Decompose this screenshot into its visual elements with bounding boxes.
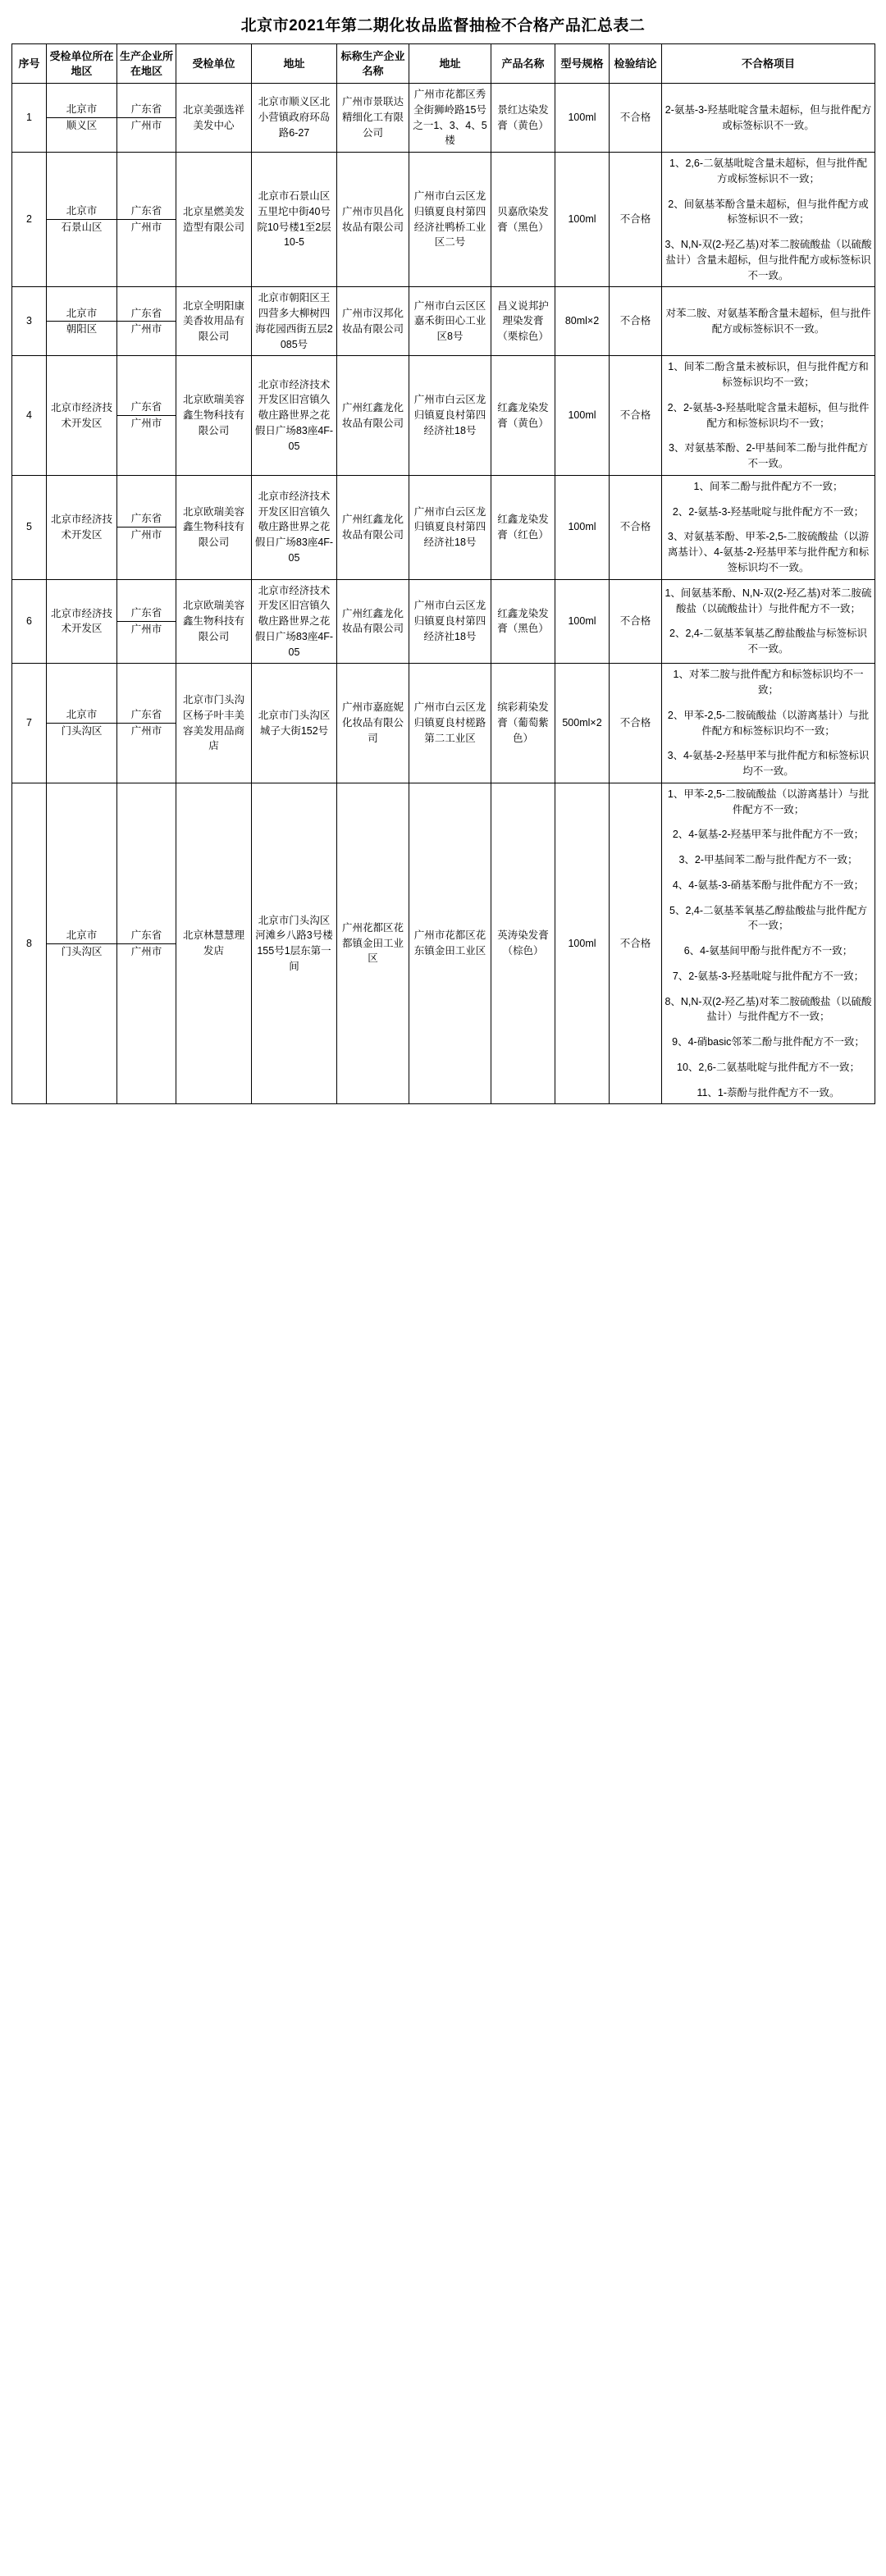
cell-inspect-region-top: 北京市 bbox=[47, 306, 116, 322]
fail-item: 1、间苯二酚与批件配方不一致； bbox=[693, 480, 843, 492]
cell-mark-enterprise: 广州市嘉庭妮化妆品有限公司 bbox=[337, 664, 409, 783]
cell-mark-address: 广州市白云区龙归镇夏良村第四经济社18号 bbox=[409, 579, 491, 664]
col-inspect-region: 受检单位所在地区 bbox=[47, 44, 117, 84]
fail-item: 2、2-氨基-3-羟基吡啶含量未超标，但与批件配方和标签标识均不一致； bbox=[667, 401, 870, 429]
fail-item: 2-氨基-3-羟基吡啶含量未超标，但与批件配方或标签标识不一致。 bbox=[664, 103, 872, 131]
fail-item: 2、2-氨基-3-羟基吡啶与批件配方不一致； bbox=[672, 505, 865, 518]
fail-item: 对苯二胺、对氨基苯酚含量未超标，但与批件配方或标签标识不一致。 bbox=[665, 308, 871, 335]
cell-address: 北京市朝阳区王四营多大柳树四海花园西街五层2085号 bbox=[252, 287, 337, 356]
cell-produce-region bbox=[117, 579, 176, 664]
cell-inspect-region-bottom: 门头沟区 bbox=[61, 725, 103, 738]
fail-item: 3、2-甲基间苯二酚与批件配方不一致； bbox=[678, 854, 858, 866]
cell-no: 2 bbox=[12, 153, 47, 287]
cell-spec: 100ml bbox=[555, 783, 610, 1104]
cell-produce-region-top: 广东省 bbox=[117, 605, 176, 622]
fail-item: 2、2,4-二氨基苯氧基乙醇盐酸盐与标签标识不一致。 bbox=[669, 628, 867, 655]
fail-item: 3、对氨基苯酚、2-甲基间苯二酚与批件配方不一致。 bbox=[668, 442, 869, 470]
cell-fail-items bbox=[662, 356, 875, 476]
cell-inspect-region-bottom: 朝阳区 bbox=[66, 323, 98, 336]
cell-produce-region bbox=[117, 287, 176, 356]
cell-conclusion: 不合格 bbox=[610, 84, 662, 153]
cell-product-name: 红鑫龙染发膏（黑色） bbox=[491, 579, 555, 664]
cell-inspect-region bbox=[47, 153, 117, 287]
cell-produce-region-top: 广东省 bbox=[117, 400, 176, 416]
cell-conclusion: 不合格 bbox=[610, 356, 662, 476]
cell-produce-region-bottom: 广州市 bbox=[130, 418, 162, 430]
fail-item: 3、4-氨基-2-羟基甲苯与批件配方和标签标识均不一致。 bbox=[667, 750, 870, 778]
cell-mark-enterprise: 广州红鑫龙化妆品有限公司 bbox=[337, 356, 409, 476]
cell-product-name: 缤彩莉染发膏（葡萄紫色） bbox=[491, 664, 555, 783]
cell-produce-region bbox=[117, 475, 176, 579]
table-body bbox=[12, 84, 875, 1104]
col-fail-items: 不合格项目 bbox=[662, 44, 875, 84]
cell-produce-region-bottom: 广州市 bbox=[130, 725, 162, 738]
cell-produce-region bbox=[117, 356, 176, 476]
cell-product-name: 昌义说邦护理染发膏（栗棕色） bbox=[491, 287, 555, 356]
cell-inspect-unit: 北京全明阳康美香妆用品有限公司 bbox=[176, 287, 252, 356]
cell-product-name: 红鑫龙染发膏（红色） bbox=[491, 475, 555, 579]
col-conclusion: 检验结论 bbox=[610, 44, 662, 84]
fail-item: 5、2,4-二氨基苯氧基乙醇盐酸盐与批件配方不一致； bbox=[669, 904, 867, 932]
cell-produce-region-bottom: 广州市 bbox=[130, 529, 162, 541]
cell-no: 4 bbox=[12, 356, 47, 476]
table-header-row bbox=[12, 44, 875, 84]
cell-produce-region-bottom: 广州市 bbox=[130, 945, 162, 957]
col-inspect-unit: 受检单位 bbox=[176, 44, 252, 84]
cell-mark-enterprise: 广州花都区花都镇金田工业区 bbox=[337, 783, 409, 1104]
table-row bbox=[12, 356, 875, 476]
cell-spec: 100ml bbox=[555, 84, 610, 153]
cell-produce-region bbox=[117, 783, 176, 1104]
cell-mark-address: 广州市白云区区嘉禾街田心工业区8号 bbox=[409, 287, 491, 356]
cell-produce-region bbox=[117, 84, 176, 153]
cell-inspect-unit: 北京美强选祥美发中心 bbox=[176, 84, 252, 153]
cell-address: 北京市顺义区北小营镇政府环岛路6-27 bbox=[252, 84, 337, 153]
col-product-name: 产品名称 bbox=[491, 44, 555, 84]
col-spec: 型号规格 bbox=[555, 44, 610, 84]
table-row bbox=[12, 579, 875, 664]
cell-inspect-unit: 北京欧瑞美容鑫生物科技有限公司 bbox=[176, 356, 252, 476]
cell-spec: 100ml bbox=[555, 579, 610, 664]
col-no: 序号 bbox=[12, 44, 47, 84]
fail-item: 6、4-氨基间甲酚与批件配方不一致； bbox=[683, 945, 853, 957]
cell-mark-enterprise: 广州市汉邦化妆品有限公司 bbox=[337, 287, 409, 356]
cell-spec: 100ml bbox=[555, 475, 610, 579]
document-page bbox=[0, 0, 886, 1121]
cell-fail-items bbox=[662, 664, 875, 783]
fail-item: 1、间苯二酚含量未被标识，但与批件配方和标签标识均不一致； bbox=[668, 361, 869, 389]
cell-produce-region-bottom: 广州市 bbox=[130, 120, 162, 132]
cell-inspect-region-top: 北京市 bbox=[47, 102, 116, 118]
cell-mark-address: 广州市白云区龙归镇夏良村第四经济社18号 bbox=[409, 475, 491, 579]
fail-item: 3、对氨基苯酚、甲苯-2,5-二胺硫酸盐（以游离基计）、4-氨基-2-羟基甲苯与批件配方和标签标识均不一致。 bbox=[667, 531, 870, 573]
cell-fail-items bbox=[662, 153, 875, 287]
cell-inspect-region bbox=[47, 287, 117, 356]
cell-conclusion: 不合格 bbox=[610, 579, 662, 664]
cell-conclusion: 不合格 bbox=[610, 783, 662, 1104]
cell-inspect-unit: 北京欧瑞美容鑫生物科技有限公司 bbox=[176, 579, 252, 664]
cell-inspect-region bbox=[47, 783, 117, 1104]
fail-item: 9、4-硝basic邻苯二酚与批件配方不一致； bbox=[672, 1036, 865, 1048]
cell-inspect-unit: 北京欧瑞美容鑫生物科技有限公司 bbox=[176, 475, 252, 579]
fail-item: 3、N,N-双(2-羟乙基)对苯二胺硫酸盐（以硫酸盐计）含量未超标，但与批件配方或标签标识不一致。 bbox=[664, 239, 872, 281]
cell-mark-address: 广州市白云区龙归镇夏良村第四经济社鸭桥工业区二号 bbox=[409, 153, 491, 287]
cell-product-name: 英涛染发膏（棕色） bbox=[491, 783, 555, 1104]
table-row bbox=[12, 783, 875, 1104]
cell-produce-region-bottom: 广州市 bbox=[130, 623, 162, 635]
table-row bbox=[12, 664, 875, 783]
cell-inspect-region-top: 北京市 bbox=[47, 707, 116, 724]
fail-item: 2、间氨基苯酚含量未超标，但与批件配方或标签标识不一致； bbox=[668, 198, 869, 226]
cell-no: 6 bbox=[12, 579, 47, 664]
cell-fail-items bbox=[662, 287, 875, 356]
cell-mark-address: 广州市白云区龙归镇夏良村槎路第二工业区 bbox=[409, 664, 491, 783]
cell-product-name: 红鑫龙染发膏（黄色） bbox=[491, 356, 555, 476]
table-row bbox=[12, 475, 875, 579]
cell-inspect-region: 北京市经济技术开发区 bbox=[47, 579, 117, 664]
fail-item: 2、4-氨基-2-羟基甲苯与批件配方不一致； bbox=[672, 829, 865, 841]
cell-produce-region bbox=[117, 664, 176, 783]
cell-address: 北京市经济技术开发区旧宫镇久敬庄路世界之花假日广场83座4F-05 bbox=[252, 579, 337, 664]
table-row bbox=[12, 287, 875, 356]
cell-fail-items bbox=[662, 579, 875, 664]
cell-no: 7 bbox=[12, 664, 47, 783]
fail-item: 7、2-氨基-3-羟基吡啶与批件配方不一致； bbox=[672, 970, 865, 982]
fail-item: 10、2,6-二氨基吡啶与批件配方不一致； bbox=[677, 1061, 860, 1073]
cell-inspect-unit: 北京星燃美发造型有限公司 bbox=[176, 153, 252, 287]
cell-spec: 500ml×2 bbox=[555, 664, 610, 783]
fail-item: 8、N,N-双(2-羟乙基)对苯二胺硫酸盐（以硫酸盐计）与批件配方不一致； bbox=[664, 995, 872, 1023]
cell-mark-address: 广州市花都区花东镇金田工业区 bbox=[409, 783, 491, 1104]
cell-product-name: 贝嘉欣染发膏（黑色） bbox=[491, 153, 555, 287]
cell-no: 8 bbox=[12, 783, 47, 1104]
cell-inspect-region: 北京市经济技术开发区 bbox=[47, 475, 117, 579]
cell-address: 北京市门头沟区城子大街152号 bbox=[252, 664, 337, 783]
cell-produce-region-top: 广东省 bbox=[117, 102, 176, 118]
cell-produce-region bbox=[117, 153, 176, 287]
cell-mark-enterprise: 广州红鑫龙化妆品有限公司 bbox=[337, 475, 409, 579]
cell-produce-region-top: 广东省 bbox=[117, 928, 176, 944]
fail-item: 11、1-萘酚与批件配方不一致。 bbox=[696, 1086, 840, 1098]
cell-product-name: 景红达染发膏（黄色） bbox=[491, 84, 555, 153]
cell-fail-items bbox=[662, 783, 875, 1104]
cell-conclusion: 不合格 bbox=[610, 664, 662, 783]
cell-inspect-unit: 北京林慧慧理发店 bbox=[176, 783, 252, 1104]
table-row bbox=[12, 84, 875, 153]
cell-produce-region-bottom: 广州市 bbox=[130, 222, 162, 234]
cell-address: 北京市门头沟区河滩乡八路3号楼155号1层东第一间 bbox=[252, 783, 337, 1104]
cell-inspect-region: 北京市经济技术开发区 bbox=[47, 356, 117, 476]
cell-mark-address: 广州市花都区秀全街狮岭路15号之一1、3、4、5楼 bbox=[409, 84, 491, 153]
fail-item: 1、间氨基苯酚、N,N-双(2-羟乙基)对苯二胺硫酸盐（以硫酸盐计）与批件配方不一致； bbox=[664, 587, 872, 614]
cell-inspect-unit: 北京市门头沟区杨子叶丰美容美发用品商店 bbox=[176, 664, 252, 783]
col-produce-region: 生产企业所在地区 bbox=[117, 44, 176, 84]
cell-inspect-region bbox=[47, 84, 117, 153]
cell-address: 北京市经济技术开发区旧宫镇久敬庄路世界之花假日广场83座4F-05 bbox=[252, 356, 337, 476]
cell-produce-region-top: 广东省 bbox=[117, 203, 176, 220]
fail-item: 1、2,6-二氨基吡啶含量未超标，但与批件配方或标签标识不一致； bbox=[669, 158, 867, 185]
cell-inspect-region-top: 北京市 bbox=[47, 928, 116, 944]
cell-fail-items bbox=[662, 475, 875, 579]
inspection-results-table bbox=[11, 43, 875, 1104]
cell-fail-items bbox=[662, 84, 875, 153]
page-title: 北京市2021年第二期化妆品监督抽检不合格产品汇总表二 bbox=[240, 17, 646, 34]
cell-produce-region-top: 广东省 bbox=[117, 511, 176, 528]
cell-spec: 80ml×2 bbox=[555, 287, 610, 356]
cell-inspect-region-bottom: 石景山区 bbox=[61, 222, 103, 234]
cell-no: 1 bbox=[12, 84, 47, 153]
col-address: 地址 bbox=[252, 44, 337, 84]
cell-inspect-region-top: 北京市 bbox=[47, 203, 116, 220]
cell-no: 3 bbox=[12, 287, 47, 356]
cell-mark-enterprise: 广州市贝昌化妆品有限公司 bbox=[337, 153, 409, 287]
fail-item: 1、甲苯-2,5-二胺硫酸盐（以游离基计）与批件配方不一致； bbox=[667, 788, 870, 815]
table-row bbox=[12, 153, 875, 287]
fail-item: 2、甲苯-2,5-二胺硫酸盐（以游离基计）与批件配方和标签标识均不一致； bbox=[667, 709, 870, 737]
cell-produce-region-top: 广东省 bbox=[117, 306, 176, 322]
cell-spec: 100ml bbox=[555, 356, 610, 476]
cell-produce-region-bottom: 广州市 bbox=[130, 323, 162, 336]
cell-conclusion: 不合格 bbox=[610, 287, 662, 356]
fail-item: 1、对苯二胺与批件配方和标签标识均不一致； bbox=[673, 669, 864, 697]
col-mark-enterprise: 标称生产企业名称 bbox=[337, 44, 409, 84]
cell-inspect-region-bottom: 门头沟区 bbox=[61, 945, 103, 957]
cell-mark-address: 广州市白云区龙归镇夏良村第四经济社18号 bbox=[409, 356, 491, 476]
cell-inspect-region-bottom: 顺义区 bbox=[66, 120, 98, 132]
cell-conclusion: 不合格 bbox=[610, 475, 662, 579]
cell-mark-enterprise: 广州红鑫龙化妆品有限公司 bbox=[337, 579, 409, 664]
cell-address: 北京市经济技术开发区旧宫镇久敬庄路世界之花假日广场83座4F-05 bbox=[252, 475, 337, 579]
cell-no: 5 bbox=[12, 475, 47, 579]
fail-item: 4、4-氨基-3-硝基苯酚与批件配方不一致； bbox=[672, 879, 865, 891]
cell-mark-enterprise: 广州市景联达精细化工有限公司 bbox=[337, 84, 409, 153]
cell-address: 北京市石景山区五里坨中街40号院10号楼1至2层10-5 bbox=[252, 153, 337, 287]
cell-conclusion: 不合格 bbox=[610, 153, 662, 287]
cell-spec: 100ml bbox=[555, 153, 610, 287]
cell-inspect-region bbox=[47, 664, 117, 783]
col-mark-address: 地址 bbox=[409, 44, 491, 84]
cell-produce-region-top: 广东省 bbox=[117, 707, 176, 724]
